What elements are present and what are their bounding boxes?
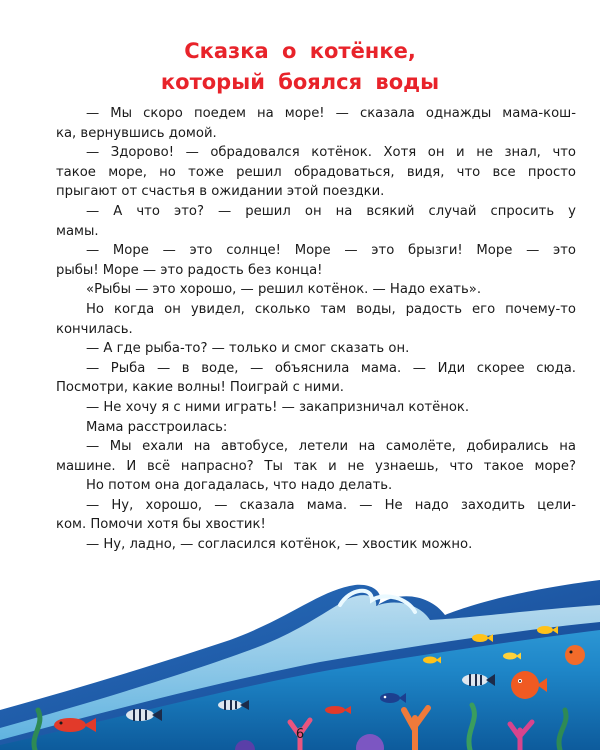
text-line: — А где рыба-то? — только и смог сказать он. bbox=[86, 341, 410, 357]
title-line-1: Сказка о котёнке, bbox=[184, 39, 416, 63]
text-line: — Здорово! — обрадовался котёнок. Хотя он и не знал, что bbox=[86, 145, 576, 161]
text-line: такое море, но тоже решил обрадоваться, видя, что все просто bbox=[56, 164, 576, 180]
text-line: машине. И всё напрасно? Ты так и не узнаешь, что такое море? bbox=[56, 458, 576, 474]
title-line-2: который боялся воды bbox=[160, 70, 440, 94]
text-line: — Ну, ладно, — согласился котёнок, — хвостик можно. bbox=[86, 537, 473, 553]
text-line: Но когда он увидел, сколько там воды, радость его почему-то bbox=[86, 301, 576, 317]
text-line: — Ну, хорошо, — сказала мама. — Не надо заходить цели- bbox=[86, 497, 576, 513]
text-line: — Рыба — в воде, — объяснила мама. — Иди скорее сюда. bbox=[86, 360, 576, 376]
text-line: мамы. bbox=[56, 223, 99, 239]
text-line: Посмотри, какие волны! Поиграй с ними. bbox=[56, 380, 344, 396]
text-line: Мама расстроилась: bbox=[86, 419, 228, 435]
text-line: — Не хочу я с ними играть! — закапризничал котёнок. bbox=[86, 399, 470, 415]
page-number: 6 bbox=[295, 727, 305, 742]
story-text bbox=[56, 104, 576, 555]
text-line: прыгают от счастья в ожидании этой поездки. bbox=[56, 184, 385, 200]
text-line: рыбы! Море — это радость без конца! bbox=[56, 262, 323, 278]
sea-illustration bbox=[0, 560, 600, 750]
text-line: — Море — это солнце! Море — это брызги! Море — это bbox=[86, 243, 576, 259]
fish-orange-small bbox=[565, 645, 585, 665]
text-line: — А что это? — решил он на всякий случай спросить у bbox=[86, 203, 576, 219]
text-line: — Мы ехали на автобусе, летели на самолёте, добирались на bbox=[86, 439, 576, 455]
text-line: ком. Помочи хотя бы хвостик! bbox=[56, 517, 266, 533]
text-line: — Мы скоро поедем на море! — сказала однажды мама-кош- bbox=[86, 106, 576, 121]
story-title bbox=[0, 36, 600, 98]
text-line: «Рыбы — это хорошо, — решил котёнок. — Надо ехать». bbox=[86, 282, 482, 298]
text-line: кончилась. bbox=[56, 321, 133, 337]
text-line: ка, вернувшись домой. bbox=[56, 125, 217, 141]
text-line: Но потом она догадалась, что надо делать. bbox=[86, 478, 393, 494]
